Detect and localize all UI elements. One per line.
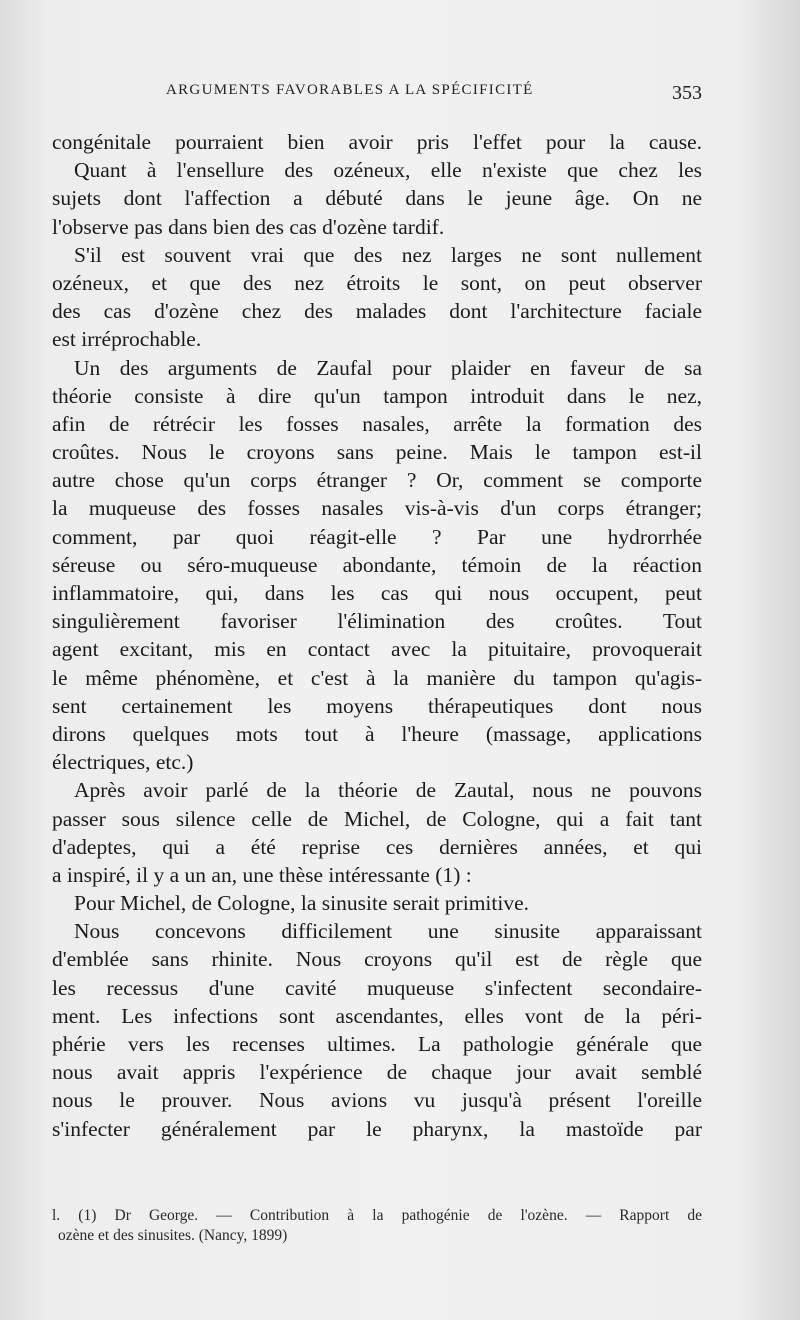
footnote-line: l. (1) Dr George. — Contribution à la pathogénie de l'ozène. — Rapport de	[52, 1207, 702, 1224]
text-line: sent certainement les moyens thérapeutiques dont nous	[52, 693, 702, 718]
text-line: singulièrement favoriser l'élimination des croûtes. Tout	[52, 609, 702, 634]
text-line: électriques, etc.)	[52, 750, 194, 775]
text-line: a inspiré, il y a un an, une thèse intéressante (1) :	[52, 862, 472, 887]
text-line: croûtes. Nous le croyons sans peine. Mais le tampon est-il	[52, 440, 702, 465]
text-line: Quant à l'ensellure des ozéneux, elle n'existe que chez les	[74, 158, 702, 183]
text-line: comment, par quoi réagit-elle ? Par une hydrorrhée	[52, 524, 702, 549]
text-line: d'emblée sans rhinite. Nous croyons qu'il est de règle que	[52, 947, 702, 972]
text-line: inflammatoire, qui, dans les cas qui nous occupent, peut	[52, 581, 702, 605]
text-line: afin de rétrécir les fosses nasales, arrête la formation des	[52, 411, 702, 436]
text-line: passer sous silence celle de Michel, de Cologne, qui a fait tant	[52, 806, 702, 831]
running-head: ARGUMENTS FAVORABLES A LA SPÉCIFICITÉ	[166, 82, 534, 98]
text-line: nous le prouver. Nous avions vu jusqu'à présent l'oreille	[52, 1088, 702, 1113]
text-line: l'observe pas dans bien des cas d'ozène tardif.	[52, 214, 445, 239]
text-line: phérie vers les recenses ultimes. La pathologie générale que	[52, 1032, 702, 1056]
footnote-line: ozène et des sinusites. (Nancy, 1899)	[58, 1227, 288, 1244]
text-line: séreuse ou séro-muqueuse abondante, témoin de la réaction	[52, 552, 702, 577]
page-number: 353	[672, 82, 702, 104]
text-line: théorie consiste à dire qu'un tampon introduit dans le nez,	[52, 383, 702, 408]
text-line: S'il est souvent vrai que des nez larges ne sont nullement	[74, 242, 702, 267]
text-line: ozéneux, et que des nez étroits le sont, on peut observer	[52, 270, 702, 295]
text-line: les recessus d'une cavité muqueuse s'infectent secondaire-	[52, 975, 702, 1000]
footnote	[52, 1206, 702, 1246]
text-line: autre chose qu'un corps étranger ? Or, comment se comporte	[52, 468, 702, 493]
text-line: Après avoir parlé de la théorie de Zautal, nous ne pouvons	[74, 778, 702, 803]
text-line: congénitale pourraient bien avoir pris l'effet pour la cause.	[52, 130, 702, 154]
text-line: d'adeptes, qui a été reprise ces dernières années, et qui	[52, 834, 702, 859]
text-line: des cas d'ozène chez des malades dont l'architecture faciale	[52, 299, 702, 324]
text-line: agent excitant, mis en contact avec la pituitaire, provoquerait	[52, 637, 702, 662]
text-line: nous avait appris l'expérience de chaque jour avait semblé	[52, 1060, 702, 1085]
text-line: s'infecter généralement par le pharynx, la mastoïde par	[52, 1116, 702, 1141]
text-line: la muqueuse des fosses nasales vis-à-vis d'un corps étranger;	[52, 496, 702, 521]
text-line: Un des arguments de Zaufal pour plaider en faveur de sa	[74, 355, 702, 380]
text-line: ment. Les infections sont ascendantes, elles vont de la péri-	[52, 1003, 702, 1028]
text-line: est irréprochable.	[52, 327, 202, 352]
text-line: dirons quelques mots tout à l'heure (massage, applications	[52, 721, 702, 746]
text-line: Pour Michel, de Cologne, la sinusite serait primitive.	[74, 891, 530, 916]
text-line: le même phénomène, et c'est à la manière du tampon qu'agis-	[52, 665, 702, 690]
text-line: Nous concevons difficilement une sinusite apparaissant	[74, 919, 702, 944]
body-text	[52, 128, 702, 1143]
text-line: sujets dont l'affection a débuté dans le jeune âge. On ne	[52, 186, 702, 211]
